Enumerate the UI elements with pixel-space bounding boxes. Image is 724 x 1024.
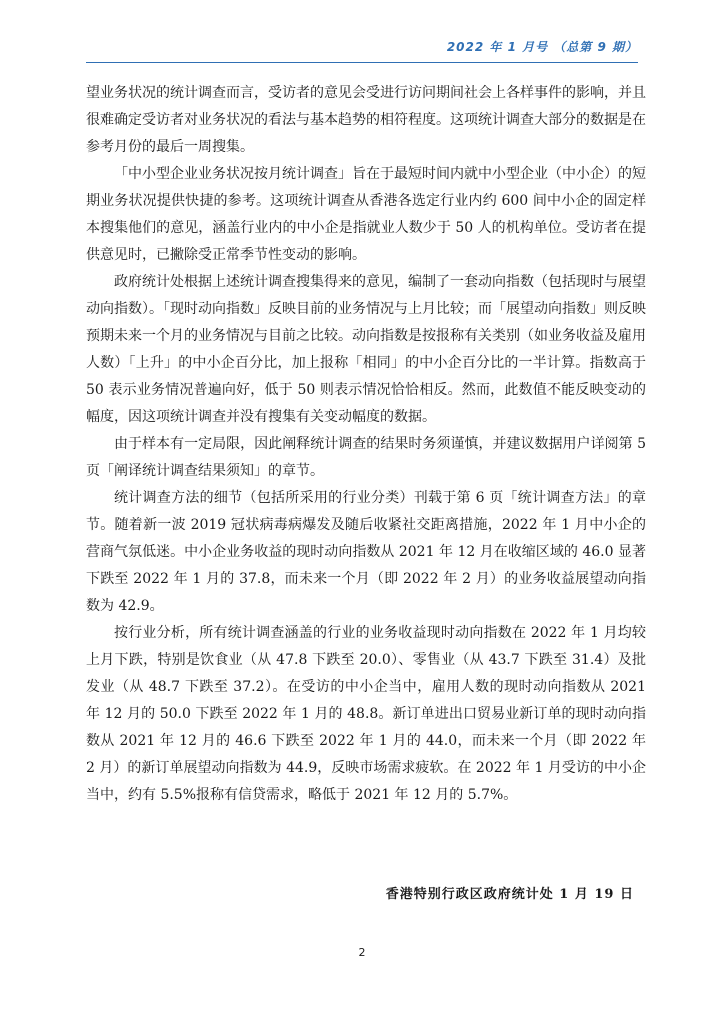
paragraph-1: 望业务状况的统计调查而言，受访者的意见会受进行访问期间社会上各样事件的影响，并且很难确定受访者对业务状况的看法与基本趋势的相符程度。这项统计调查大部分的数据是在参考月份的最后一周搜集。 [86,85,646,155]
issue-header: 2022 年 1 月号 （总第 9 期） [446,40,638,54]
paragraph-3: 政府统计处根据上述统计调查搜集得来的意见，编制了一套动向指数（包括现时与展望动向指数）。「现时动向指数」反映目前的业务情况与上月比较；而「展望动向指数」则反映预期未来一个月的业务情况与目前之比较。动向指数是按报称有关类别（如业务收益及雇用人数）「上升」的中小企百分比，加上报称「相同」的中小企百分比的一半计算。指数高于 50 表示业务情况普遍向好，低于 50 则表示情况恰恰相反。然而，此数值不能反映变动的幅度，因这项统计调查并没有搜集有关变动幅度的数据。 [86,274,646,425]
signature: 香港特别行政区政府统计处 1 月 19 日 [385,887,634,902]
paragraph-4: 由于样本有一定局限，因此阐释统计调查的结果时务须谨慎，并建议数据用户详阅第 5 页「阐译统计调查结果须知」的章节。 [86,436,646,479]
article-body [86,80,646,809]
paragraph-6: 按行业分析，所有统计调查涵盖的行业的业务收益现时动向指数在 2022 年 1 月均较上月下跌，特别是饮食业（从 47.8 下跌至 20.0）、零售业（从 43.7 下跌至 31.4）及批发业（从 48.7 下跌至 37.2）。在受访的中小企当中，雇用人数的现时动向指数从 2021 年 12 月的 50.0 下跌至 2022 年 1 月的 48.8。新订单进出口贸易业新订单的现时动向指数从 2021 年 12 月的 46.6 下跌至 2022 年 1 月的 44.0，而未来一个月（即 2022 年 2 月）的新订单展望动向指数为 44.9，反映市场需求疲软。在 2022 年 1 月受访的中小企当中，约有 5.5%报称有信贷需求，略低于 2021 年 12 月的 5.7%。 [86,625,646,803]
paragraph-5: 统计调查方法的细节（包括所采用的行业分类）刊载于第 6 页「统计调查方法」的章节。随着新一波 2019 冠状病毒病爆发及随后收紧社交距离措施，2022 年 1 月中小企的营商气氛低迷。中小企业务收益的现时动向指数从 2021 年 12 月在收缩区域的 46.0 显著下跌至 2022 年 1 月的 37.8，而未来一个月（即 2022 年 2 月）的业务收益展望动向指数为 42.9。 [86,490,646,614]
page-number: 2 [358,946,366,959]
paragraph-2: 「中小型企业业务状况按月统计调查」旨在于最短时间内就中小型企业（中小企）的短期业务状况提供快捷的参考。这项统计调查从香港各选定行业内约 600 间中小企的固定样本搜集他们的意见，涵盖行业内的中小企是指就业人数少于 50 人的机构单位。受访者在提供意见时，已撇除受正常季节性变动的影响。 [86,166,646,263]
header-divider [86,62,638,63]
